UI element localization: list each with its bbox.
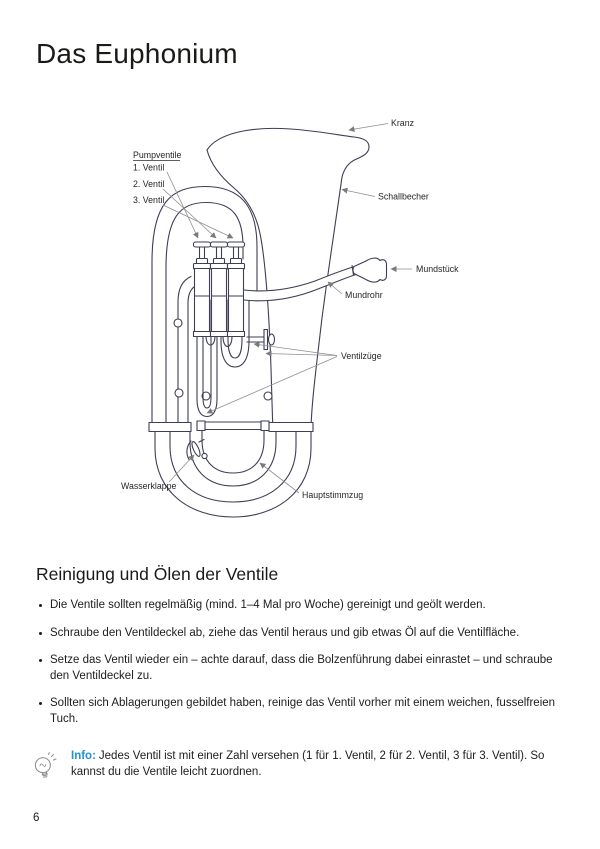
label-schallbecher: Schallbecher [378,191,429,202]
leader-schallbecher [342,190,375,197]
list-item [36,653,570,684]
leader-hauptstimmzug [260,463,299,493]
diagram-callout-labels [121,118,459,500]
bullet-text: Die Ventile sollten regelmäßig (mind. 1–4 Mal pro Woche) gereinigt und geölt werden. [50,599,486,611]
list-item [36,598,570,614]
valve-1 [194,242,211,337]
list-item [36,626,570,642]
label-ventil-1: 1. Ventil [133,162,165,173]
page-title: Das Euphonium [36,38,238,69]
info-note [31,748,571,784]
section-heading: Reinigung und Ölen der Ventile [36,564,279,584]
info-body: Jedes Ventil ist mit einer Zahl versehen (1 für 1. Ventil, 2 für 2. Ventil, 3 für 3. Ventil). So kannst du die Ventile leicht zuordnen. [71,750,545,778]
label-ventil-2: 2. Ventil [133,179,165,189]
bullet-text: Sollten sich Ablagerungen gebildet haben, reinige das Ventil vorher mit einem weichen, fusselfreien Tuch. [50,697,556,725]
page-number: 6 [33,812,40,824]
label-mundstueck: Mundstück [416,264,459,274]
leader-kranz [349,124,388,131]
cleaning-instructions-list [36,598,570,739]
bullet-text: Setze das Ventil wieder ein – achte darauf, dass die Bolzenführung dabei einrastet – und schraube den Ventildeckel zu. [50,654,553,682]
label-hauptstimmzug: Hauptstimmzug [302,490,364,500]
label-kranz: Kranz [391,118,414,128]
label-pumpventile: Pumpventile [133,150,182,160]
lightbulb-icon [31,752,58,784]
leader-ventil-2 [163,189,216,238]
label-ventilzuege: Ventilzüge [341,351,382,361]
list-item [36,696,570,727]
euphonium-drawing [149,128,387,517]
mouthpiece [353,258,387,282]
label-wasserklappe: Wasserklappe [121,481,177,491]
bell-right-edge [311,177,342,428]
info-label: Info: [71,750,96,762]
bullet-dot [39,702,42,705]
valve-3 [228,242,245,337]
leader-wasserklappe [169,455,194,482]
info-text [71,748,563,780]
diagram-callout-lines [133,124,412,494]
bullet-dot [39,604,42,607]
bullet-dot [39,659,42,662]
leader-mundrohr [328,282,342,294]
label-ventil-3: 3. Ventil [133,195,165,205]
bell-rim [207,128,369,177]
valve-2 [211,242,228,337]
bottom-bow [149,421,313,517]
label-mundrohr: Mundrohr [345,290,383,300]
bullet-text: Schraube den Ventildeckel ab, ziehe das Ventil heraus und gib etwas Öl auf die Ventilfläche. [50,626,520,639]
leader-ventil-1 [167,172,198,238]
bullet-dot [39,632,42,635]
valves [194,242,245,337]
